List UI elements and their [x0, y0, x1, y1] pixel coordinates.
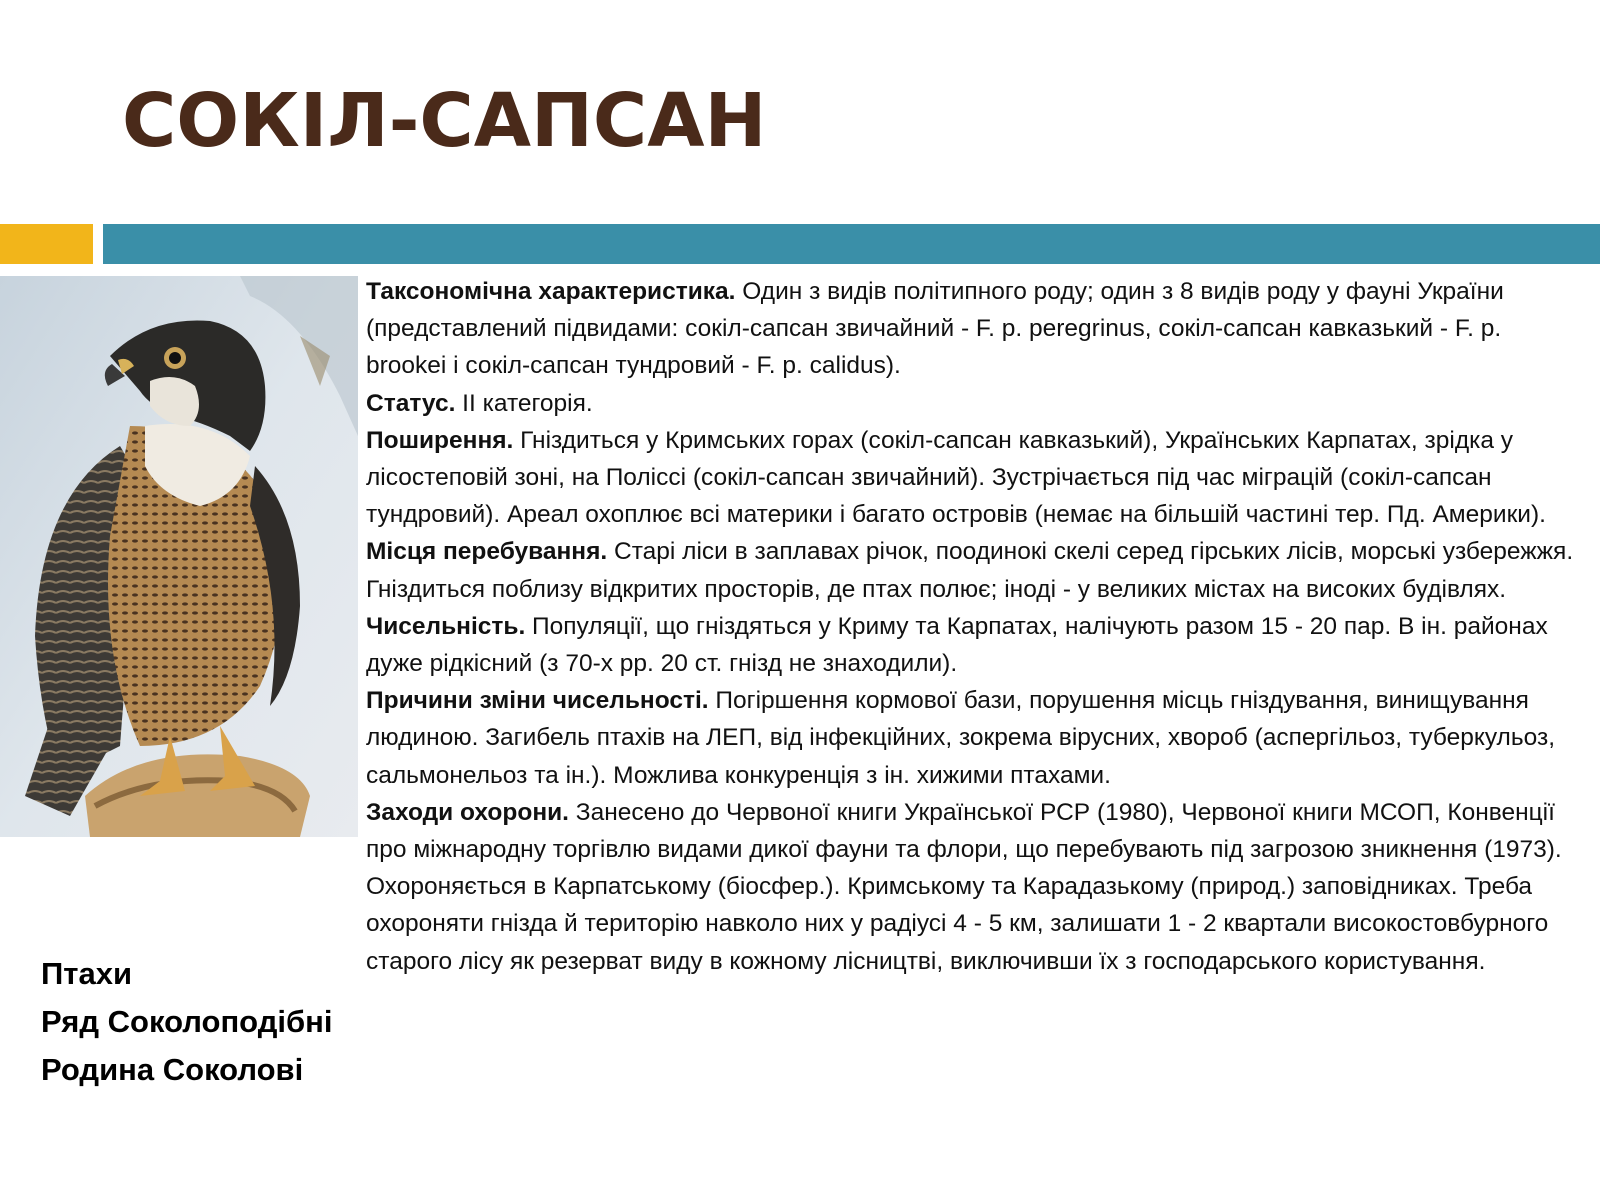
section-distribution: [366, 422, 1588, 534]
section-population: [366, 608, 1588, 682]
accent-bar: [103, 224, 1600, 264]
section-heading: Заходи охорони.: [366, 798, 569, 826]
accent-block: [0, 224, 93, 264]
section-habitat: [366, 533, 1588, 607]
peregrine-falcon-photo: [0, 276, 358, 837]
section-heading: Таксономічна характеристика.: [366, 278, 736, 305]
section-text: Старі ліси в заплавах річок, поодинокі скелі серед гірських лісів, морські узбережжя. Гніздиться поблизу відкритих просторів, де птах полює; іноді - у великих містах на високих будівлях.: [366, 538, 1574, 603]
falcon-illustration: [0, 276, 358, 837]
slide-title: СОКІЛ-САПСАН: [122, 78, 767, 164]
section-text: Один з видів політипного роду; один з 8 видів роду у фауні України (представлений підвидами: сокіл-сапсан звичайний - F. p. peregrinus, сокіл-сапсан кавказький - F. p. brookei і сокіл-сапсан тундровий - F. p. calidus).: [366, 278, 1504, 380]
classification-block: [41, 950, 333, 1094]
section-taxonomy: [366, 273, 1588, 385]
section-heading: Місця перебування.: [366, 538, 608, 566]
class-label: Птахи: [41, 956, 133, 991]
section-text: Гніздиться у Кримських горах (сокіл-сапсан кавказький), Українських Карпатах, зрідка у лісостеповій зоні, на Поліссі (сокіл-сапсан звичайний). Зустрічається під час міграцій (сокіл-сапсан тундровий). Ареал охоплює всі материки і багато островів (немає на більшій частині тер. Пд. Америки).: [366, 426, 1546, 529]
species-description: [366, 273, 1588, 980]
section-status: [366, 385, 1588, 422]
section-heading: Чисельність.: [366, 612, 526, 640]
section-text: Занесено до Червоної книги Української РСР (1980), Червоної книги МСОП, Конвенції про міжнародну торгівлю видами дикої фауни та флори, що перебувають під загрозою зникнення (1973). Охороняється в Карпатському (біосфер.). Кримському та Карадазькому (природ.) заповідниках. Треба охороняти гнізда й територію навколо них у радіусі 4 - 5 км, залишати 1 - 2 квартали високостовбурного старого лісу як резерват виду в кожному лісництві, виключивши їх з господарського користування.: [366, 798, 1562, 975]
family-label: Родина Соколові: [41, 1052, 304, 1087]
section-heading: Поширення.: [366, 426, 514, 454]
order-label: Ряд Соколоподібні: [41, 1004, 333, 1039]
section-text: Популяції, що гніздяться у Криму та Карпатах, налічують разом 15 - 20 пар. В ін. районах дуже рідкісний (з 70-х рр. 20 ст. гнізд не знаходили).: [366, 612, 1548, 678]
section-heading: Статус.: [366, 389, 456, 417]
section-text: II категорія.: [455, 389, 593, 417]
section-threats: [366, 682, 1588, 794]
section-text: Погіршення кормової бази, порушення місць гніздування, винищування людиною. Загибель птахів на ЛЕП, від інфекційних, зокрема вірусних, хвороб (аспергільоз, туберкульоз, сальмонельоз та ін.). Можлива конкуренція з ін. хижими птахами.: [366, 687, 1556, 789]
section-conservation: [366, 794, 1588, 980]
section-heading: Причини зміни чисельності.: [366, 687, 709, 715]
